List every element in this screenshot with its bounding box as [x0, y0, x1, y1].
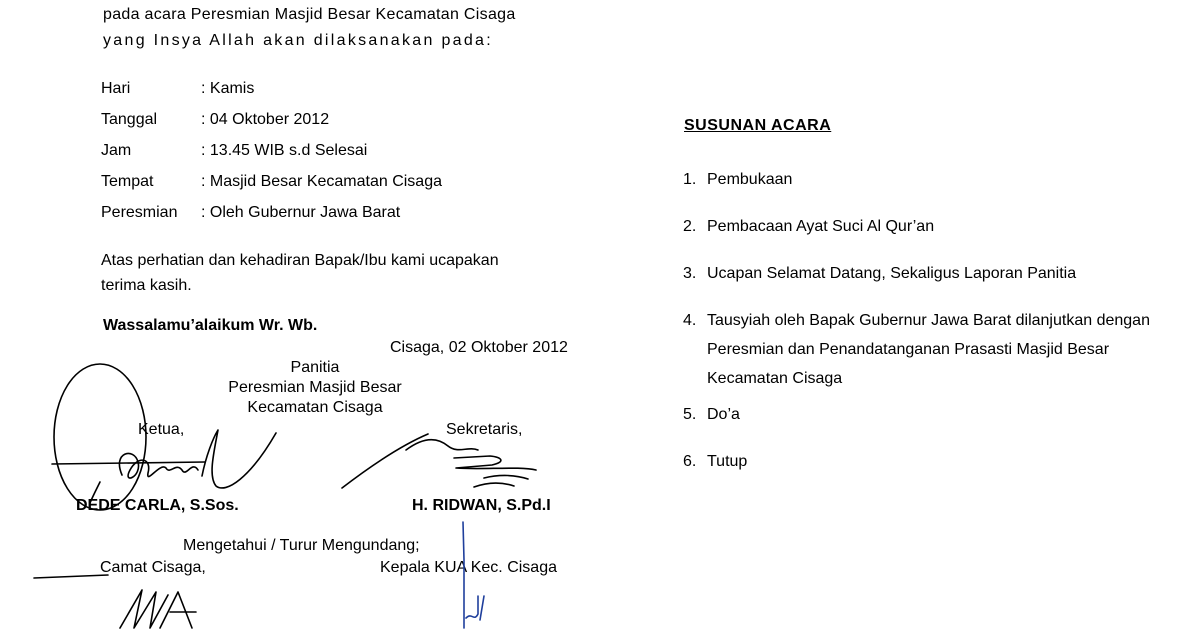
detail-label: Tanggal — [101, 111, 158, 128]
closing-line-2: terima kasih. — [101, 277, 192, 294]
agenda-item — [683, 453, 747, 471]
detail-value: : Oleh Gubernur Jawa Barat — [201, 204, 401, 221]
detail-value: : 13.45 WIB s.d Selesai — [201, 142, 368, 159]
detail-label: Hari — [101, 80, 131, 97]
detail-label: Tempat — [101, 173, 154, 190]
intro-line-1: pada acara Peresmian Masjid Besar Kecamatan Cisaga — [103, 6, 516, 23]
acknowledge-line: Mengetahui / Turur Mengundang; — [183, 537, 420, 554]
place-date: Cisaga, 02 Oktober 2012 — [390, 339, 568, 356]
kua-title: Kepala KUA Kec. Cisaga — [380, 559, 557, 576]
agenda-item — [683, 406, 740, 424]
agenda-item-text: Do’a — [707, 406, 740, 423]
chair-name: DEDE CARLA, S.Sos. — [76, 497, 239, 514]
camat-title: Camat Cisaga, — [100, 559, 206, 576]
agenda-item-number: 4. — [683, 312, 697, 329]
salam: Wassalamu’alaikum Wr. Wb. — [103, 317, 318, 334]
agenda-item — [683, 171, 792, 189]
agenda-item — [683, 265, 1076, 283]
committee-line-1: Panitia — [290, 359, 340, 376]
intro-line-2: yang Insya Allah akan dilaksanakan pada: — [103, 32, 493, 49]
agenda-item-text: Pembukaan — [707, 171, 793, 188]
detail-value: : Masjid Besar Kecamatan Cisaga — [201, 173, 442, 190]
closing-line-1: Atas perhatian dan kehadiran Bapak/Ibu kami ucapakan — [101, 252, 499, 269]
agenda-item-number: 5. — [683, 406, 697, 423]
agenda-item-number: 2. — [683, 218, 697, 235]
agenda-item-number: 6. — [683, 453, 697, 470]
agenda-item-continuation: Kecamatan Cisaga — [707, 370, 843, 387]
detail-label: Peresmian — [101, 204, 178, 221]
agenda-item-text: Tutup — [707, 453, 748, 470]
secretary-title: Sekretaris, — [446, 421, 523, 438]
agenda-item-continuation: Peresmian dan Penandatanganan Prasasti Masjid Besar — [707, 341, 1110, 358]
agenda-item-text: Tausyiah oleh Bapak Gubernur Jawa Barat dilanjutkan dengan — [707, 312, 1150, 329]
committee-line-2: Peresmian Masjid Besar — [228, 379, 402, 396]
chair-title: Ketua, — [138, 421, 185, 438]
agenda-item-number: 3. — [683, 265, 697, 282]
agenda-item-text: Ucapan Selamat Datang, Sekaligus Laporan Panitia — [707, 265, 1077, 282]
committee-line-3: Kecamatan Cisaga — [247, 399, 383, 416]
detail-label: Jam — [101, 142, 132, 159]
detail-value: : Kamis — [201, 80, 255, 97]
agenda-item-text: Pembacaan Ayat Suci Al Qur’an — [707, 218, 935, 235]
agenda-item-number: 1. — [683, 171, 697, 188]
detail-value: : 04 Oktober 2012 — [201, 111, 330, 128]
agenda-item — [683, 312, 1150, 330]
agenda-item — [683, 218, 934, 236]
agenda-heading: SUSUNAN ACARA — [684, 117, 832, 134]
secretary-name: H. RIDWAN, S.Pd.I — [412, 497, 551, 514]
